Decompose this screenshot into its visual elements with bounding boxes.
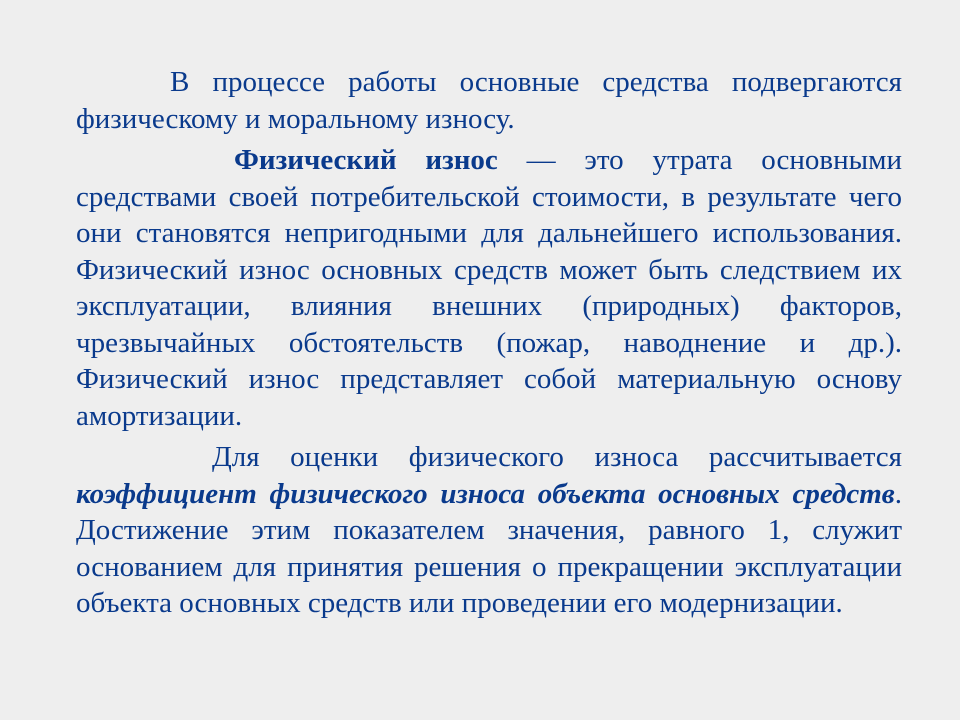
paragraph-wear-coefficient-lead: Для оценки физического износа рассчитывается (212, 441, 902, 473)
paragraph-physical-wear-text: — это утрата основными средствами своей потребительской стоимости, в результате чего они становятся непригодными для дальнейшего использования. Физический износ основных средств может быть следствием их эксплуатации, влияния внешних (природных) факторов, чрезвычайных обстоятельств (пожар, наводнение и др.). Физический износ представляет собой материальную основу амортизации. (76, 144, 902, 432)
paragraph-physical-wear (76, 142, 902, 434)
term-physical-wear: Физический износ (234, 144, 498, 176)
paragraph-intro-text: В процессе работы основные средства подвергаются физическому и моральному износу. (76, 66, 902, 135)
slide-body (76, 64, 902, 627)
term-wear-coefficient: коэффициент физического износа объекта основных средств (76, 477, 895, 510)
paragraph-wear-coefficient (76, 439, 902, 622)
paragraph-intro (76, 64, 902, 137)
paragraph-wear-coefficient-text: . Достижение этим показателем значения, равного 1, служит основанием для принятия решения о прекращении эксплуатации объекта основных средств или проведении его модернизации. (76, 477, 902, 619)
